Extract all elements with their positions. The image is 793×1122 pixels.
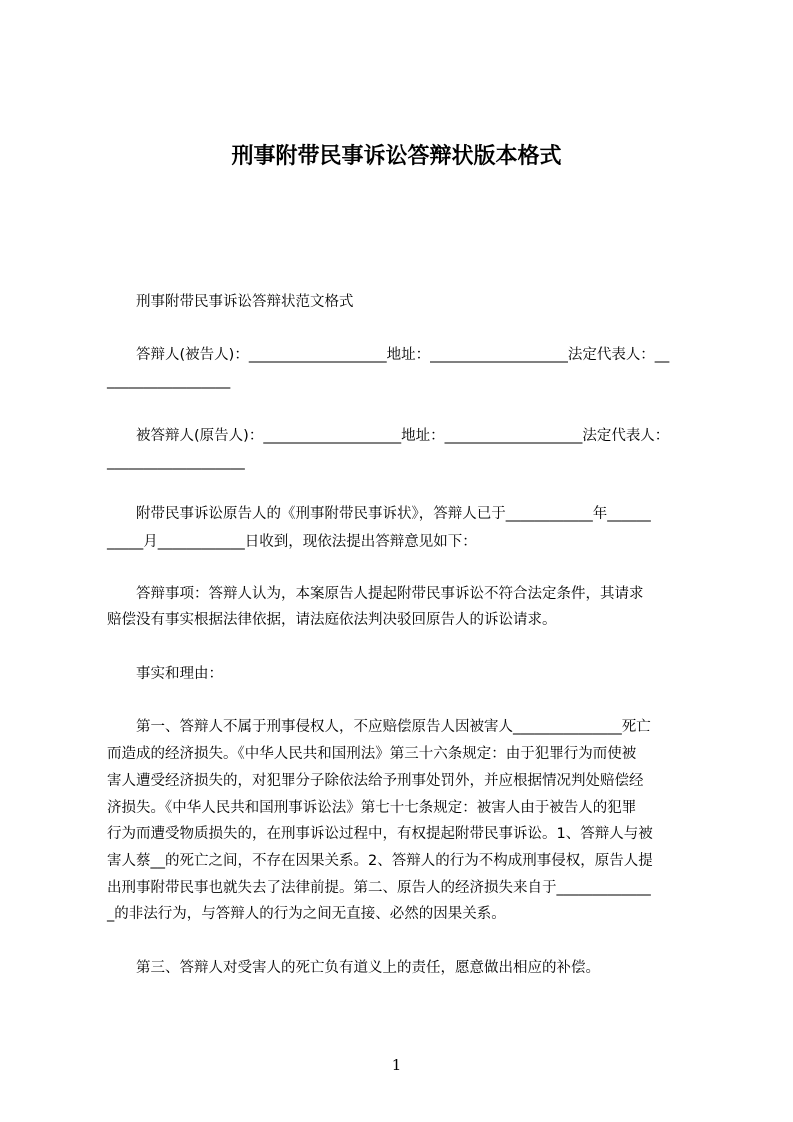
respondent-line-2: ___________________	[107, 454, 245, 470]
subtitle: 刑事附带民事诉讼答辩状范文格式	[107, 294, 354, 310]
matter-line-2: 赔偿没有事实根据法律依据，请法庭依法判决驳回原告人的诉讼请求。	[107, 612, 557, 628]
third-point: 第三、答辩人对受害人的死亡负有道义上的责任，愿意做出相应的补偿。	[107, 960, 600, 976]
reason-line: 害人遭受经济损失的，对犯罪分子除依法给予刑事处罚外，并应根据情况判处赔偿经	[107, 773, 644, 789]
defendant-line-1: 答辩人(被告人)：___________________地址：___________________法定代表人：__	[107, 347, 670, 363]
reason-line: 害人蔡__的死亡之间，不存在因果关系。2、答辩人的行为不构成刑事侵权，原告人提	[107, 853, 653, 869]
reason-line: 出刑事附带民事也就失去了法律前提。第二、原告人的经济损失来自于_____________	[107, 880, 651, 896]
reason-line: 行为而遭受物质损失的，在刑事诉讼过程中，有权提起附带民事诉讼。1、答辩人与被	[107, 826, 653, 842]
defendant-line-2: _________________	[107, 373, 231, 389]
facts-heading: 事实和理由：	[107, 666, 223, 682]
reason-line: 第一、答辩人不属于刑事侵权人，不应赔偿原告人因被害人_______________死亡	[107, 719, 651, 735]
matter-line-1: 答辩事项：答辩人认为，本案原告人提起附带民事诉讼不符合法定条件，其请求	[107, 586, 644, 602]
reason-line: _的非法行为，与答辩人的行为之间无直接、必然的因果关系。	[107, 906, 506, 922]
receipt-line-1: 附带民事诉讼原告人的《刑事附带民事诉状》，答辩人已于____________年______	[107, 506, 651, 522]
document-title: 刑事附带民事诉讼答辩状版本格式	[231, 144, 562, 169]
reason-line: 济损失。《中华人民共和国刑事诉讼法》第七十七条规定：被害人由于被告人的犯罪	[107, 800, 637, 816]
respondent-line-1: 被答辩人(原告人)：___________________地址：___________________法定代表人：	[107, 428, 670, 444]
page-number: 1	[391, 1056, 402, 1074]
receipt-line-2: _____月____________日收到，现依法提出答辩意见如下：	[107, 534, 477, 550]
reason-line: 而造成的经济损失。《中华人民共和国刑法》第三十六条规定：由于犯罪行为而使被	[107, 746, 637, 762]
